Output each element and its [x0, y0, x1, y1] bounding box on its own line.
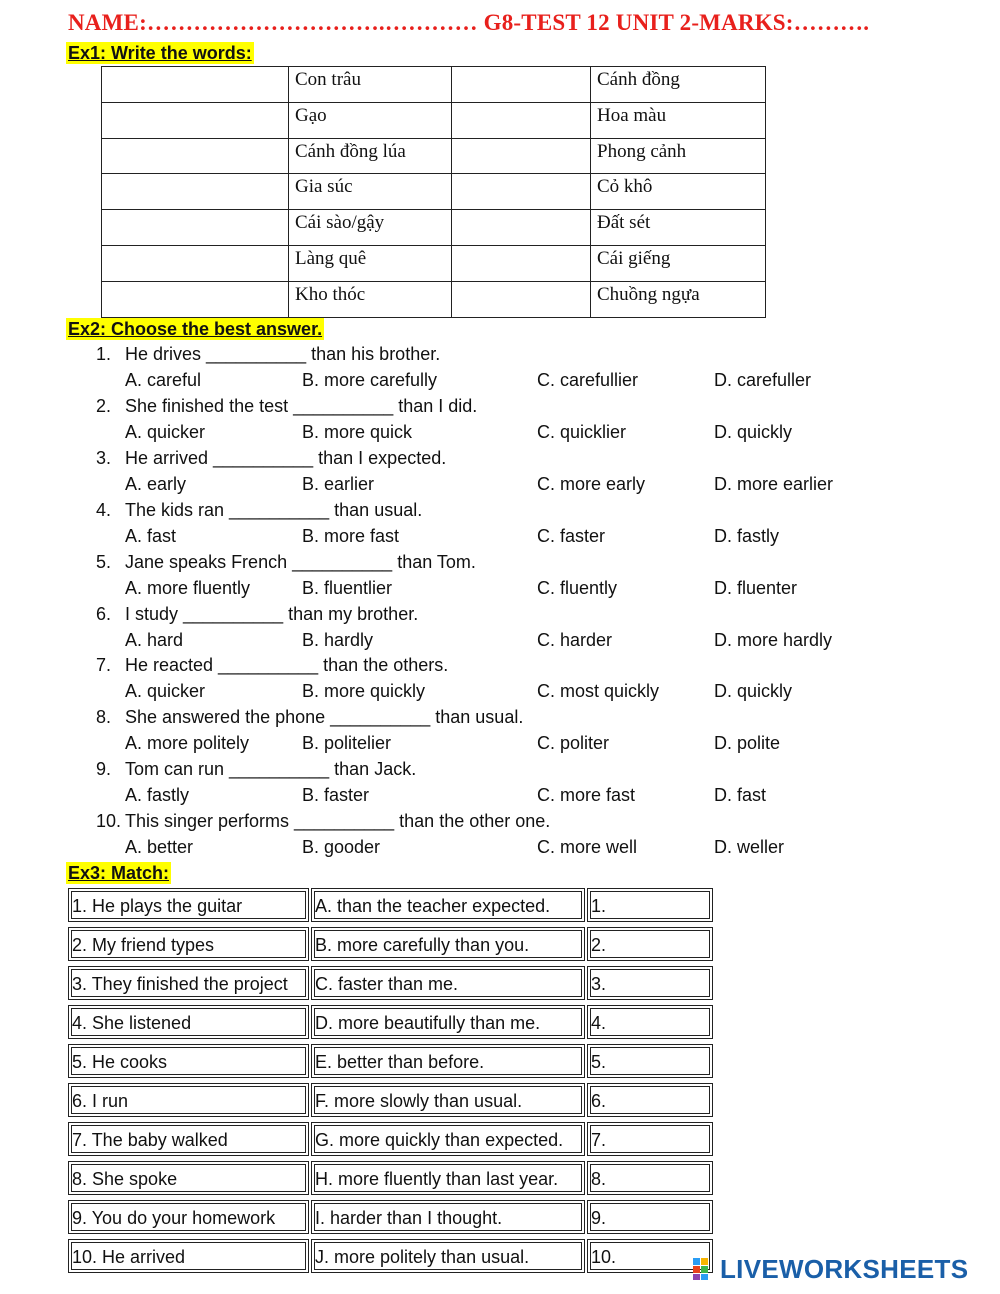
question-number: 8.: [96, 707, 112, 728]
match-sentence-end: J. more politely than usual.: [311, 1239, 585, 1273]
answer-option[interactable]: C. harder: [537, 629, 613, 650]
vocab-answer-blank[interactable]: [452, 67, 591, 103]
answer-option[interactable]: B. more quick: [302, 421, 413, 442]
match-sentence-start: 8. She spoke: [68, 1161, 309, 1195]
vocab-word: Cái giếng: [591, 245, 766, 281]
answer-option[interactable]: A. fast: [125, 525, 177, 546]
answer-option[interactable]: D. fastly: [714, 525, 780, 546]
vocab-row: [102, 67, 766, 103]
answer-option[interactable]: A. more politely: [125, 733, 250, 754]
question-number: 5.: [96, 551, 112, 572]
vocab-row: [102, 102, 766, 138]
answer-option[interactable]: D. quickly: [714, 681, 793, 702]
match-sentence-start: 10. He arrived: [68, 1239, 309, 1273]
question-number: 4.: [96, 499, 112, 520]
answer-option[interactable]: D. carefuller: [714, 370, 812, 390]
vocab-answer-blank[interactable]: [102, 210, 289, 246]
vocab-answer-blank[interactable]: [102, 245, 289, 281]
vocab-table: [101, 66, 766, 318]
ex3-heading: Ex3: Match:: [68, 863, 170, 883]
answer-option[interactable]: B. more quickly: [302, 681, 426, 702]
vocab-answer-blank[interactable]: [102, 174, 289, 210]
answer-option[interactable]: B. gooder: [302, 837, 381, 858]
vocab-answer-blank[interactable]: [452, 210, 591, 246]
match-sentence-end: C. faster than me.: [311, 966, 585, 1000]
answer-option[interactable]: D. polite: [714, 733, 781, 754]
answer-option[interactable]: A. hard: [125, 629, 184, 650]
match-answer-box[interactable]: 3.: [587, 966, 713, 1000]
question-text: Tom can run __________ than Jack.: [125, 759, 417, 780]
vocab-word: Con trâu: [289, 67, 452, 103]
vocab-word: Chuồng ngựa: [591, 281, 766, 317]
question-text: He arrived __________ than I expected.: [125, 447, 447, 468]
match-sentence-start: 2. My friend types: [68, 927, 309, 961]
question-number: 7.: [96, 655, 112, 676]
question-text: She finished the test __________ than I did.: [125, 395, 478, 416]
match-answer-box[interactable]: 6.: [587, 1083, 713, 1117]
match-sentence-end: E. better than before.: [311, 1044, 585, 1078]
match-sentence-start: 7. The baby walked: [68, 1122, 309, 1156]
vocab-row: [102, 281, 766, 317]
match-answer-box[interactable]: 9.: [587, 1200, 713, 1234]
page-title: NAME:………………………….………… G8-TEST 12 UNIT 2-MARKS:……….: [68, 10, 870, 35]
vocab-answer-blank[interactable]: [452, 245, 591, 281]
match-sentence-end: B. more carefully than you.: [311, 927, 585, 961]
vocab-word: Kho thóc: [289, 281, 452, 317]
vocab-answer-blank[interactable]: [452, 102, 591, 138]
match-answer-box[interactable]: 2.: [587, 927, 713, 961]
vocab-word: Đất sét: [591, 210, 766, 246]
liveworksheets-brand: LIVEWORKSHEETS: [720, 1254, 969, 1284]
vocab-word: Hoa màu: [591, 102, 766, 138]
match-answer-box[interactable]: 8.: [587, 1161, 713, 1195]
answer-option[interactable]: B. hardly: [302, 629, 374, 650]
match-sentence-start: 4. She listened: [68, 1005, 309, 1039]
answer-option[interactable]: A. quicker: [125, 681, 206, 702]
match-answer-box[interactable]: 10.: [587, 1239, 713, 1273]
vocab-word: Cái sào/gậy: [289, 210, 452, 246]
match-answer-box[interactable]: 1.: [587, 888, 713, 922]
liveworksheets-logo-icon: [693, 1258, 717, 1280]
answer-option[interactable]: A. better: [125, 837, 194, 858]
match-sentence-end: I. harder than I thought.: [311, 1200, 585, 1234]
answer-option[interactable]: C. most quickly: [537, 681, 660, 702]
vocab-answer-blank[interactable]: [102, 138, 289, 174]
answer-option[interactable]: B. faster: [302, 785, 370, 806]
vocab-word: Làng quê: [289, 245, 452, 281]
vocab-row: [102, 245, 766, 281]
answer-option[interactable]: D. weller: [714, 837, 785, 858]
question-number: 10.: [96, 811, 122, 832]
question-text: He reacted __________ than the others.: [125, 655, 449, 676]
answer-option[interactable]: C. fluently: [537, 577, 618, 598]
vocab-word: Cỏ khô: [591, 174, 766, 210]
match-sentence-end: A. than the teacher expected.: [311, 888, 585, 922]
question-text: I study __________ than my brother.: [125, 603, 419, 624]
vocab-word: Cánh đồng: [591, 67, 766, 103]
answer-option[interactable]: C. more well: [537, 837, 638, 858]
vocab-word: Gạo: [289, 102, 452, 138]
match-sentence-start: 5. He cooks: [68, 1044, 309, 1078]
answer-option[interactable]: D. fluenter: [714, 577, 798, 598]
match-answer-box[interactable]: 4.: [587, 1005, 713, 1039]
vocab-answer-blank[interactable]: [452, 281, 591, 317]
vocab-answer-blank[interactable]: [102, 102, 289, 138]
question-text: The kids ran __________ than usual.: [125, 499, 423, 520]
vocab-answer-blank[interactable]: [452, 138, 591, 174]
question-number: 1.: [96, 344, 112, 364]
answer-option[interactable]: A. more fluently: [125, 577, 251, 598]
answer-option[interactable]: B. more carefully: [302, 370, 438, 390]
question-text: This singer performs __________ than the other one.: [125, 811, 551, 832]
match-sentence-end: D. more beautifully than me.: [311, 1005, 585, 1039]
answer-option[interactable]: A. early: [125, 473, 187, 494]
answer-option[interactable]: C. carefullier: [537, 370, 639, 390]
answer-option[interactable]: D. more earlier: [714, 473, 834, 494]
answer-option[interactable]: C. more fast: [537, 785, 636, 806]
vocab-answer-blank[interactable]: [102, 281, 289, 317]
question-number: 9.: [96, 759, 112, 780]
match-sentence-end: F. more slowly than usual.: [311, 1083, 585, 1117]
ex1-heading: Ex1: Write the words:: [68, 43, 252, 63]
question-text: He drives __________ than his brother.: [125, 344, 441, 364]
ex2-heading: Ex2: Choose the best answer.: [68, 319, 323, 339]
match-sentence-start: 1. He plays the guitar: [68, 888, 309, 922]
question-number: 2.: [96, 395, 112, 416]
answer-option[interactable]: B. more fast: [302, 525, 400, 546]
match-answer-box[interactable]: 5.: [587, 1044, 713, 1078]
answer-option[interactable]: A. careful: [125, 370, 202, 390]
answer-option[interactable]: D. quickly: [714, 421, 793, 442]
question-number: 3.: [96, 447, 112, 468]
vocab-word: Gia súc: [289, 174, 452, 210]
answer-option[interactable]: D. fast: [714, 785, 767, 806]
match-answer-box[interactable]: 7.: [587, 1122, 713, 1156]
answer-option[interactable]: A. fastly: [125, 785, 190, 806]
vocab-row: [102, 174, 766, 210]
answer-option[interactable]: A. quicker: [125, 421, 206, 442]
answer-option[interactable]: B. earlier: [302, 473, 375, 494]
question-text: She answered the phone __________ than usual.: [125, 707, 524, 728]
answer-option[interactable]: D. more hardly: [714, 629, 833, 650]
vocab-word: Phong cảnh: [591, 138, 766, 174]
vocab-row: [102, 138, 766, 174]
match-sentence-start: 9. You do your homework: [68, 1200, 309, 1234]
vocab-answer-blank[interactable]: [452, 174, 591, 210]
question-number: 6.: [96, 603, 112, 624]
match-sentence-end: G. more quickly than expected.: [311, 1122, 585, 1156]
question-text: Jane speaks French __________ than Tom.: [125, 551, 476, 572]
answer-option[interactable]: C. more early: [537, 473, 646, 494]
match-sentence-start: 3. They finished the project: [68, 966, 309, 1000]
match-sentence-start: 6. I run: [68, 1083, 309, 1117]
answer-option[interactable]: C. faster: [537, 525, 606, 546]
answer-option[interactable]: B. fluentlier: [302, 577, 393, 598]
answer-option[interactable]: C. politer: [537, 733, 610, 754]
match-sentence-end: H. more fluently than last year.: [311, 1161, 585, 1195]
vocab-word: Cánh đồng lúa: [289, 138, 452, 174]
answer-option[interactable]: B. politelier: [302, 733, 392, 754]
vocab-row: [102, 210, 766, 246]
vocab-answer-blank[interactable]: [102, 67, 289, 103]
answer-option[interactable]: C. quicklier: [537, 421, 627, 442]
